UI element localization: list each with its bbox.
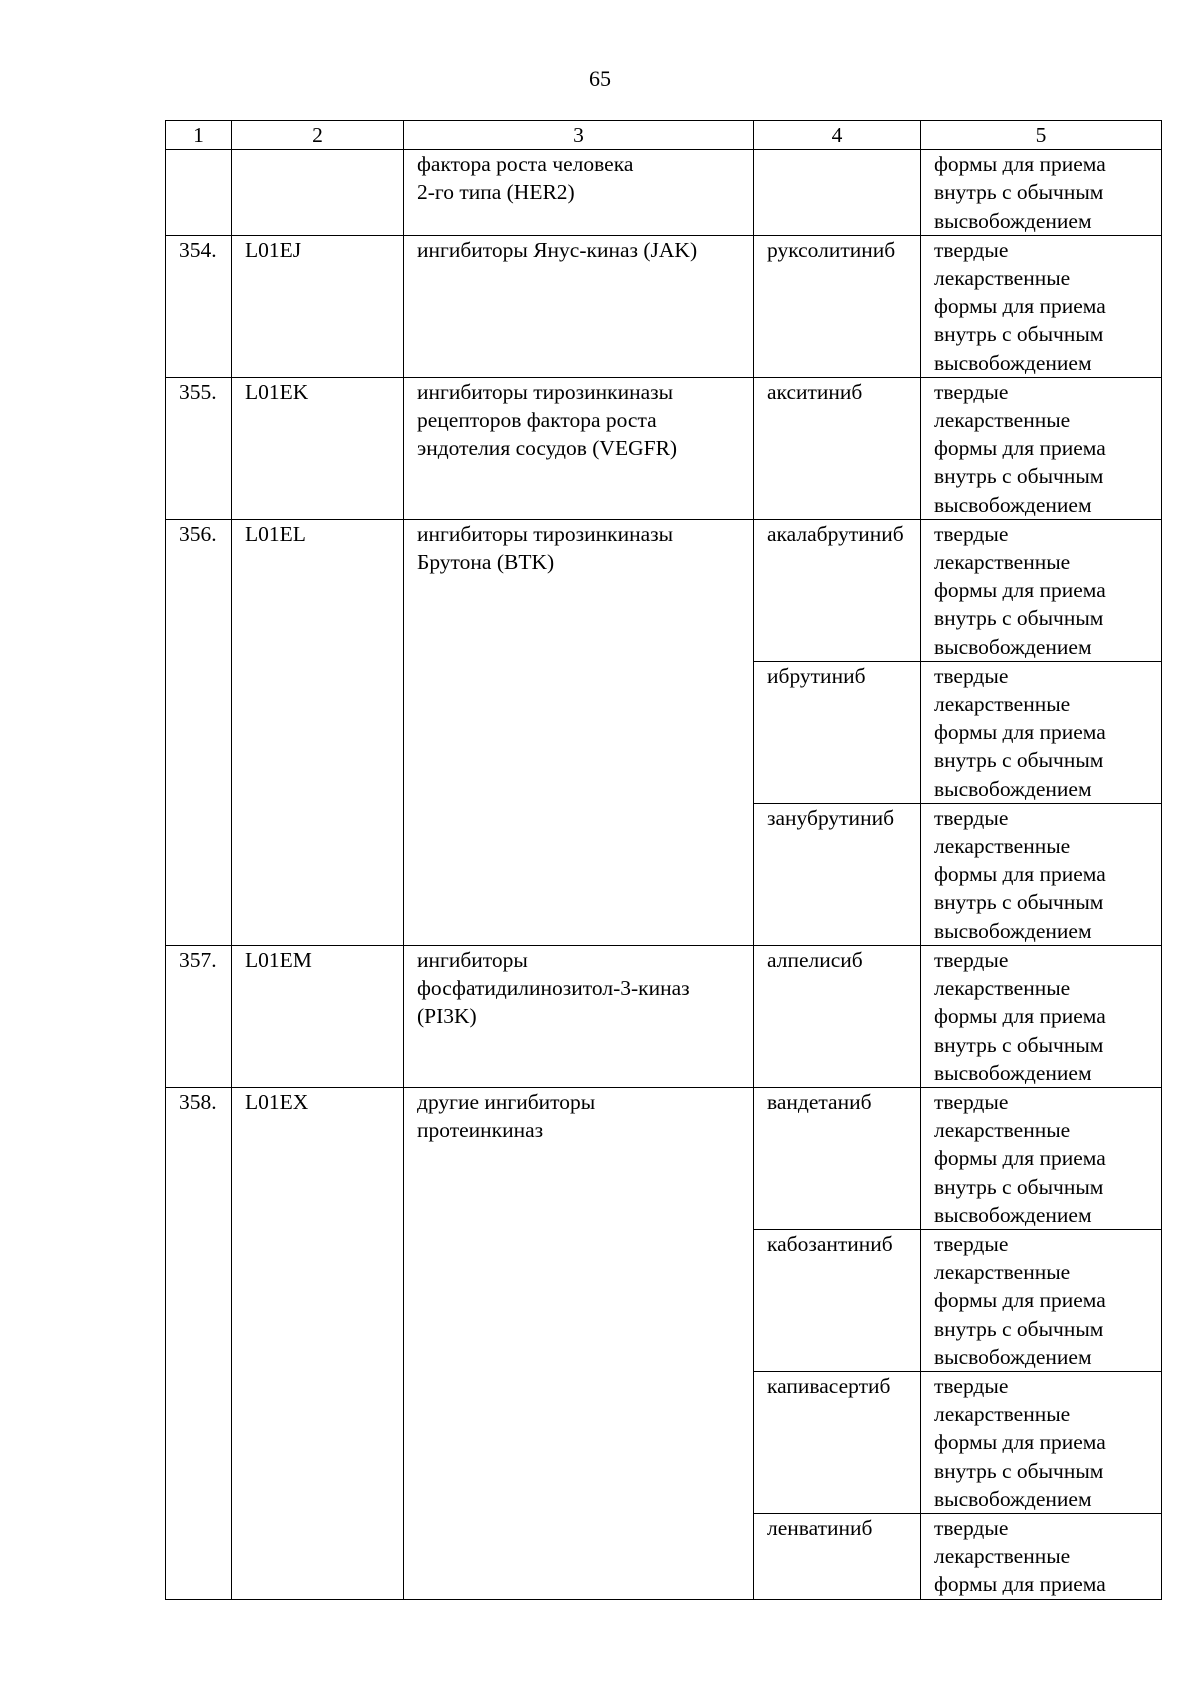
dosage-form-cell [921, 1513, 1162, 1599]
atc-code: L01EM [245, 947, 312, 972]
header-row [166, 121, 1162, 150]
drug-name-cell [754, 661, 921, 803]
drug-name-cell [754, 945, 921, 1087]
atc-code-cell [232, 945, 404, 1087]
group-name: фактора роста человека 2-го типа (HER2) [417, 152, 634, 205]
row-number-cell [166, 377, 232, 519]
table-row [166, 235, 1162, 377]
row-number: 356. [179, 521, 217, 546]
group-name: ингибиторы Янус-киназ (JAK) [417, 237, 698, 262]
group-name: ингибиторы тирозинкиназы рецепторов фактора роста эндотелия сосудов (VEGFR) [417, 379, 678, 461]
dosage-form: твердые лекарственные формы для приема внутрь с обычным высвобождением [934, 379, 1106, 517]
atc-code: L01EK [245, 379, 309, 404]
group-name: ингибиторы тирозинкиназы Брутона (BTK) [417, 521, 674, 575]
dosage-form: твердые лекарственные формы для приема [934, 1515, 1106, 1597]
row-number: 357. [179, 947, 217, 972]
dosage-form-cell [921, 803, 1162, 945]
dosage-form: твердые лекарственные формы для приема внутрь с обычным высвобождением [934, 1373, 1106, 1511]
dosage-form-cell [921, 519, 1162, 661]
dosage-form: твердые лекарственные формы для приема внутрь с обычным высвобождением [934, 805, 1106, 943]
dosage-form-cell [921, 661, 1162, 803]
atc-code: L01EJ [245, 237, 302, 262]
group-name: ингибиторы фосфатидилинозитол-3-киназ (PI3K) [417, 947, 690, 1029]
drug-name: ленватиниб [767, 1515, 873, 1540]
atc-code-cell [232, 377, 404, 519]
drug-table [165, 120, 1162, 1600]
group-name-cell [404, 1087, 754, 1599]
drug-name: акалабрутиниб [767, 521, 904, 546]
drug-name: ибрутиниб [767, 663, 866, 688]
group-name-cell [404, 945, 754, 1087]
row-number-cell [166, 519, 232, 945]
row-number-cell [166, 945, 232, 1087]
dosage-form: твердые лекарственные формы для приема внутрь с обычным высвобождением [934, 1089, 1106, 1227]
table-row [166, 519, 1162, 661]
table-row [166, 377, 1162, 519]
drug-name-cell [754, 1513, 921, 1599]
column-header: 4 [754, 121, 921, 150]
atc-code: L01EL [245, 521, 306, 546]
group-name: другие ингибиторы протеинкиназ [417, 1089, 596, 1143]
group-name-cell [404, 519, 754, 945]
drug-name-cell [754, 1087, 921, 1229]
drug-name: алпелисиб [767, 947, 863, 972]
column-header: 1 [166, 121, 232, 150]
drug-name-cell [754, 803, 921, 945]
row-number: 358. [179, 1089, 217, 1114]
atc-code-cell [232, 235, 404, 377]
dosage-form: твердые лекарственные формы для приема внутрь с обычным высвобождением [934, 663, 1106, 801]
column-header: 3 [404, 121, 754, 150]
drug-name-cell [754, 377, 921, 519]
row-number: 354. [179, 237, 217, 262]
table-row [166, 945, 1162, 1087]
atc-code: L01EX [245, 1089, 309, 1114]
column-header: 2 [232, 121, 404, 150]
dosage-form: твердые лекарственные формы для приема внутрь с обычным высвобождением [934, 1231, 1106, 1369]
dosage-form-cell [921, 150, 1162, 236]
atc-code-cell [232, 150, 404, 236]
drug-name: руксолитиниб [767, 237, 896, 262]
table-row [166, 1087, 1162, 1229]
table-body [166, 150, 1162, 1599]
dosage-form-cell [921, 377, 1162, 519]
continuation-row [166, 150, 1162, 236]
atc-code-cell [232, 519, 404, 945]
drug-name: капивасертиб [767, 1373, 891, 1398]
atc-code-cell [232, 1087, 404, 1599]
group-name-cell [404, 235, 754, 377]
dosage-form: твердые лекарственные формы для приема внутрь с обычным высвобождением [934, 947, 1106, 1085]
row-number-cell [166, 235, 232, 377]
group-name-cell [404, 377, 754, 519]
dosage-form-cell [921, 235, 1162, 377]
drug-name: занубрутиниб [767, 805, 895, 830]
drug-name-cell [754, 1229, 921, 1371]
drug-name: акситиниб [767, 379, 863, 404]
row-number-cell [166, 1087, 232, 1599]
row-number-cell [166, 150, 232, 236]
dosage-form: формы для приема внутрь с обычным высвобождением [934, 152, 1106, 233]
page-number: 65 [589, 66, 611, 91]
dosage-form-cell [921, 1087, 1162, 1229]
drug-name-cell [754, 150, 921, 236]
drug-name-cell [754, 235, 921, 377]
drug-name-cell [754, 1371, 921, 1513]
dosage-form-cell [921, 1229, 1162, 1371]
dosage-form-cell [921, 1371, 1162, 1513]
dosage-form: твердые лекарственные формы для приема внутрь с обычным высвобождением [934, 237, 1106, 375]
row-number: 355. [179, 379, 217, 404]
dosage-form: твердые лекарственные формы для приема внутрь с обычным высвобождением [934, 521, 1106, 659]
dosage-form-cell [921, 945, 1162, 1087]
group-name-cell [404, 150, 754, 236]
column-header: 5 [921, 121, 1162, 150]
drug-name-cell [754, 519, 921, 661]
drug-name: кабозантиниб [767, 1231, 893, 1256]
drug-name: вандетаниб [767, 1089, 872, 1114]
